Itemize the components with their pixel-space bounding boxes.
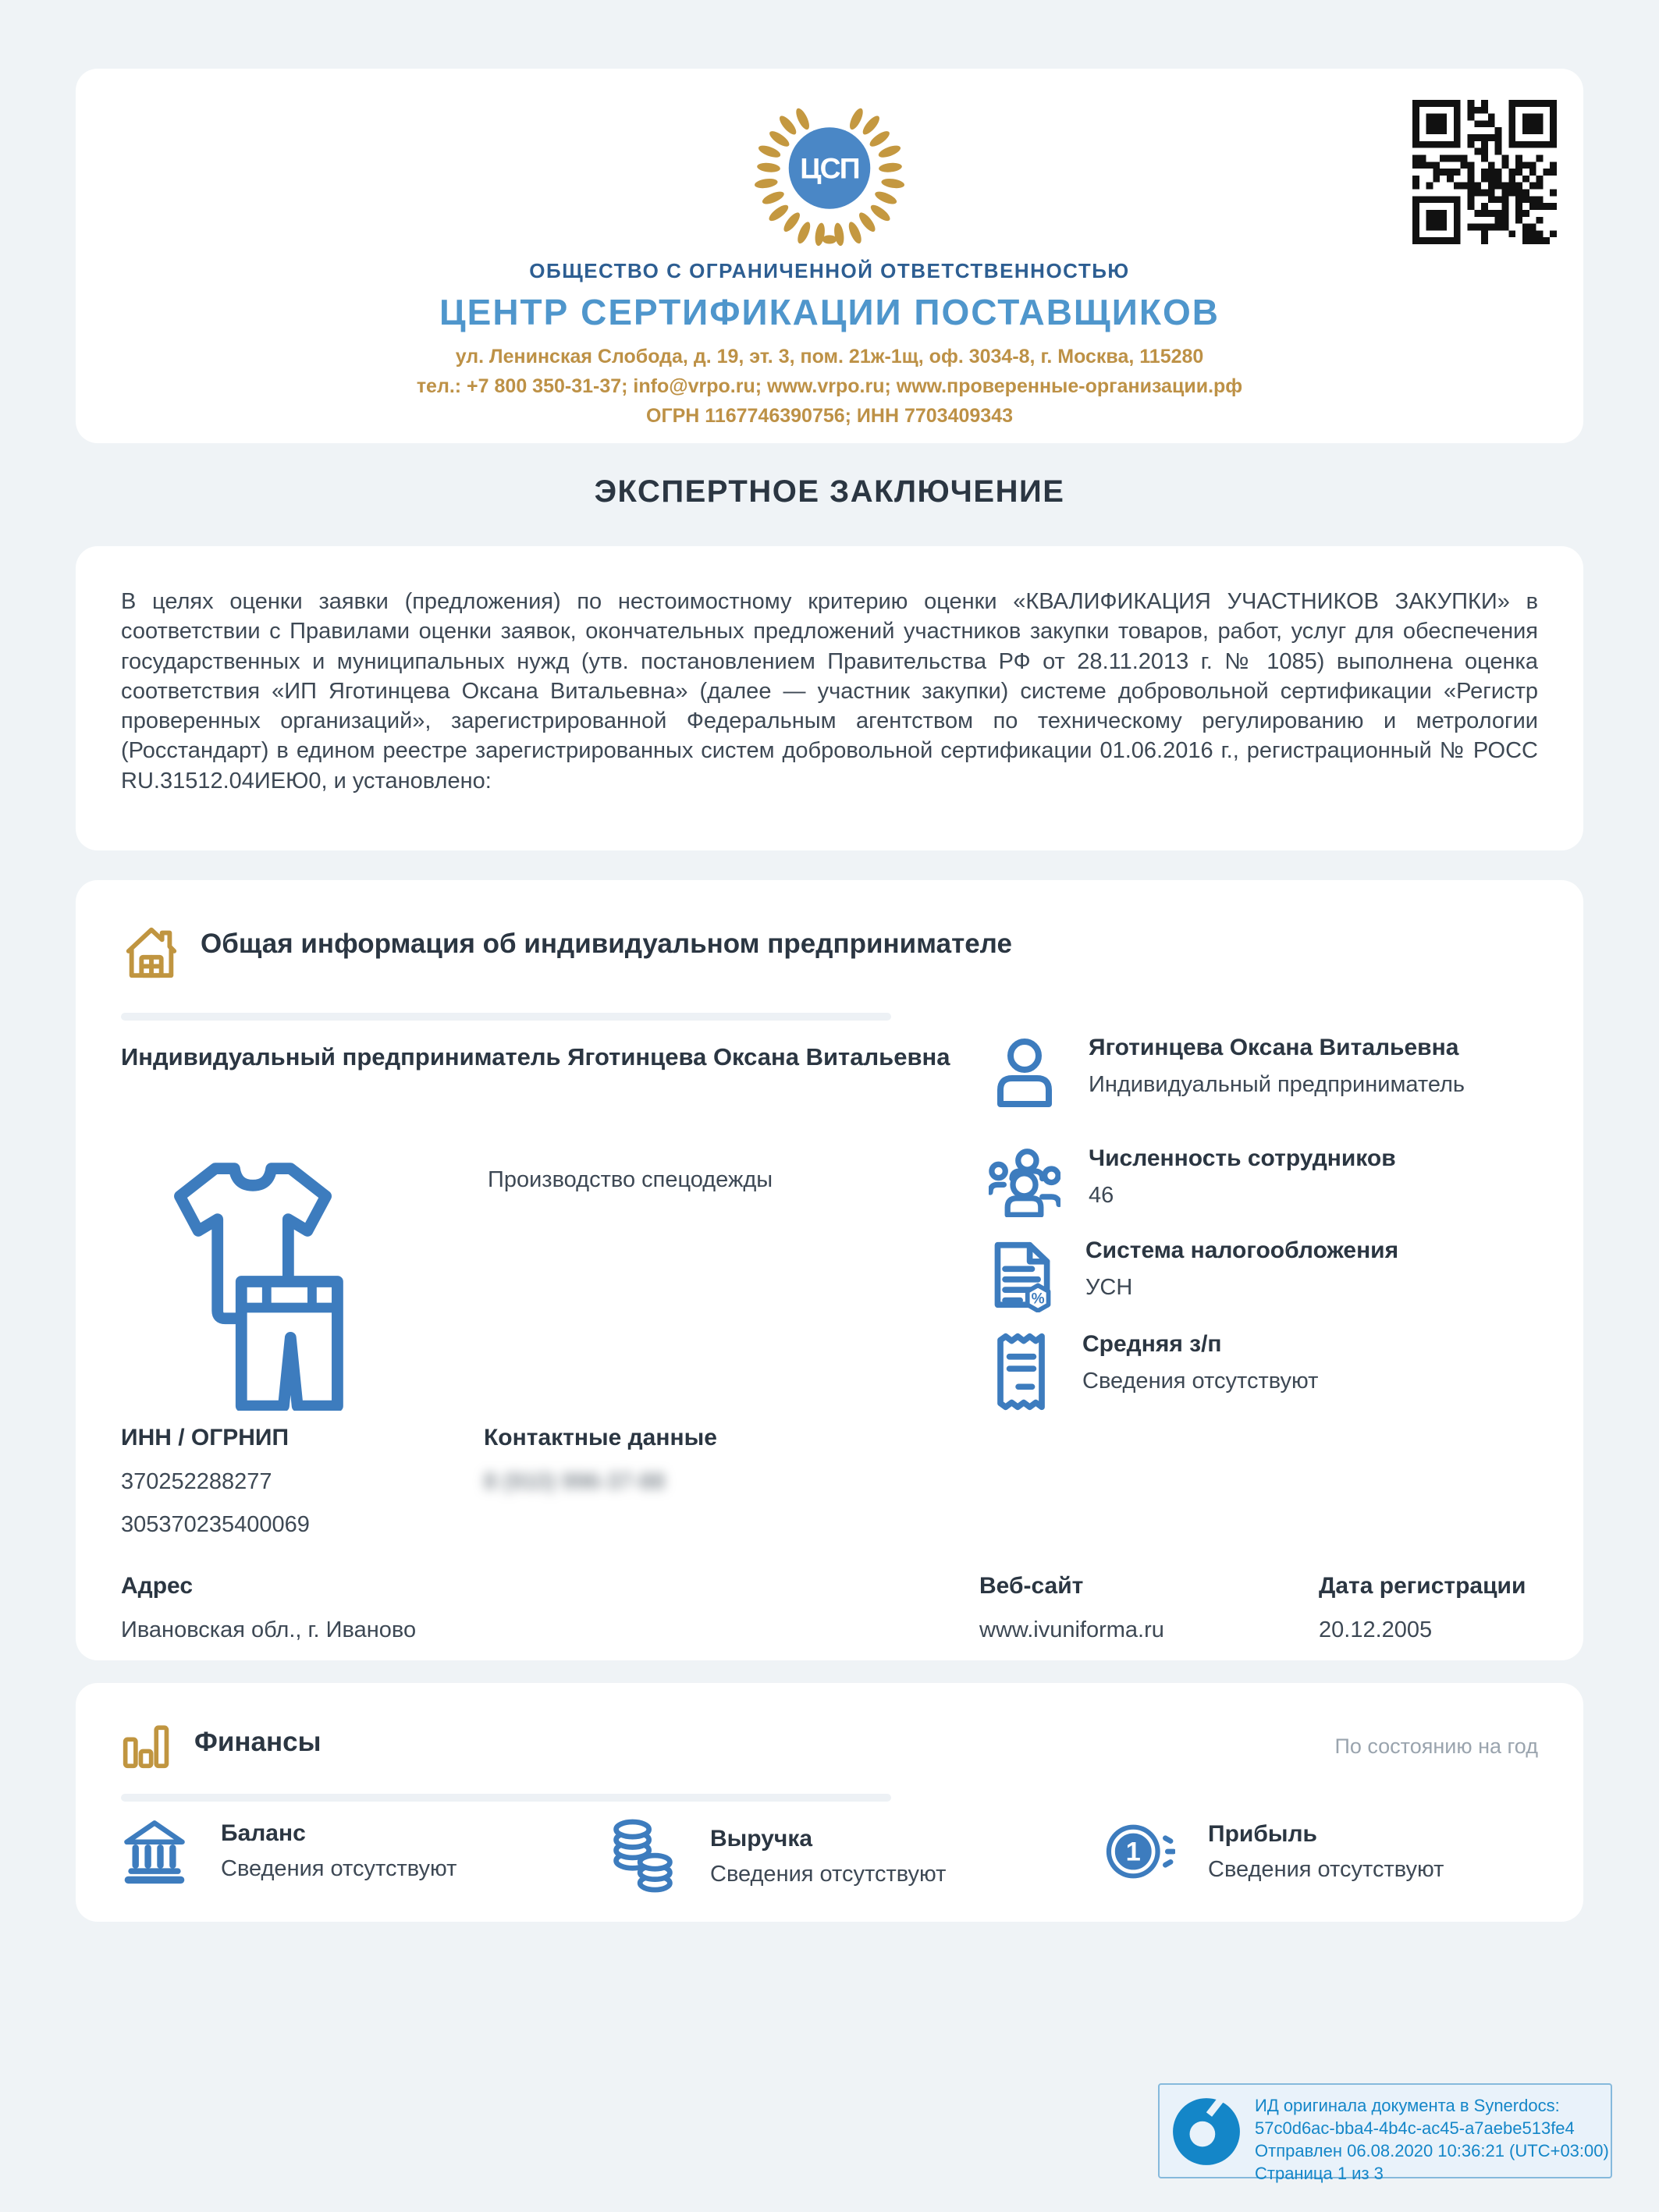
synerdocs-logo-icon (1171, 2096, 1242, 2168)
profile-row-tax (989, 1237, 1398, 1312)
svg-text:%: % (1031, 1291, 1045, 1308)
bar-chart-icon (121, 1717, 172, 1770)
qr-code (1412, 100, 1557, 244)
contacts-label: Контактные данные (484, 1425, 717, 1450)
stamp-text (1255, 2094, 1609, 2185)
logo-monogram: ЦСП (800, 151, 859, 185)
svg-text:1: 1 (1125, 1837, 1141, 1867)
stamp-line-sent: Отправлен 06.08.2020 10:36:21 (UTC+03:00) (1255, 2141, 1609, 2161)
address-value: Ивановская обл., г. Иваново (121, 1617, 417, 1642)
stamp-line-id-value: 57c0d6ac-bba4-4b4c-ac45-a7aebe513fe4 (1255, 2118, 1575, 2139)
inn-ogrnip-label: ИНН / ОГРНИП (121, 1425, 290, 1450)
org-name-line: ЦЕНТР СЕРТИФИКАЦИИ ПОСТАВЩИКОВ (439, 292, 1220, 332)
org-address-line: ул. Ленинская Слобода, д. 19, эт. 3, пом. 21ж-1щ, оф. 3034-8, г. Москва, 115280 (455, 346, 1204, 367)
finance-item-label: Прибыль (1208, 1820, 1317, 1847)
registration-date-label: Дата регистрации (1319, 1573, 1526, 1599)
tax-system-value: УСН (1085, 1275, 1133, 1300)
finance-item-value: Сведения отсутствуют (221, 1855, 457, 1881)
person-role: Индивидуальный предприниматель (1089, 1072, 1465, 1097)
finance-item-label: Выручка (710, 1825, 813, 1852)
general-info-card (76, 880, 1583, 1660)
registration-date-value: 20.12.2005 (1319, 1617, 1433, 1642)
person-name: Яготинцева Оксана Витальевна (1089, 1035, 1459, 1060)
website-value: www.ivuniforma.ru (979, 1617, 1164, 1642)
salary-value: Сведения отсутствуют (1082, 1369, 1319, 1394)
profile-row-salary (989, 1331, 1318, 1414)
inn-value: 370252288277 (121, 1469, 272, 1494)
ogrnip-value: 305370235400069 (121, 1512, 310, 1537)
profile-row-employees (989, 1145, 1396, 1217)
coins-icon (609, 1817, 677, 1895)
bank-icon (121, 1817, 188, 1884)
house-icon (121, 919, 182, 982)
person-icon (989, 1035, 1060, 1108)
page-title: ЭКСПЕРТНОЕ ЗАКЛЮЧЕНИЕ (594, 474, 1065, 509)
finance-item-revenue (609, 1817, 946, 1895)
finance-card (76, 1683, 1583, 1922)
laurel-wreath-icon (744, 97, 915, 250)
section-divider (121, 1013, 891, 1021)
finance-item-balance (121, 1817, 456, 1884)
org-type-line: ОБЩЕСТВО С ОГРАНИЧЕННОЙ ОТВЕТСТВЕННОСТЬЮ (529, 259, 1130, 282)
certification-center-logo (744, 97, 915, 250)
stamp-line-page: Страница 1 из 3 (1255, 2164, 1384, 2184)
salary-label: Средняя з/п (1082, 1331, 1222, 1357)
section-divider (121, 1794, 891, 1802)
website-label: Веб-сайт (979, 1573, 1084, 1599)
profit-coin-icon (1100, 1817, 1175, 1886)
contact-phone-redacted: 8 (910) 996-37-88 (484, 1469, 666, 1494)
finance-item-label: Баланс (221, 1820, 306, 1846)
employees-label: Численность сотрудников (1089, 1145, 1396, 1171)
intro-paragraph: В целях оценки заявки (предложения) по нестоимостному критерию оценки «КВАЛИФИКАЦИЯ УЧАСТНИКОВ ЗАКУПКИ» в соответствии с Правилами оценки заявок, окончательных предложений участников закупки товаров, работ, услуг для обеспечения государственных и муниципальных нужд (утв. постановлением Правительства РФ от 28.11.2013 г. № 1085) выполнена оценка соответствия «ИП Яготинцева Оксана Витальевна» (далее — участник закупки) системе добровольной сертификации «Регистр проверенных организаций», зарегистрированной Федеральным агентством по техническому регулированию и метрологии (Росстандарт) в едином реестре зарегистрированных систем добровольной сертификации 01.06.2016 г., регистрационный № РОСС RU.31512.04ИЕЮ0, и установлено: (121, 589, 1538, 794)
finance-item-value: Сведения отсутствуют (710, 1861, 947, 1887)
org-requisites-line: ОГРН 1167746390756; ИНН 7703409343 (646, 405, 1013, 427)
finance-period-note: По состоянию на год (1334, 1734, 1538, 1758)
intro-card (76, 546, 1583, 850)
org-contacts-line: тел.: +7 800 350-31-37; info@vrpo.ru; www.vrpo.ru; www.проверенные-организации.рф (416, 375, 1243, 397)
stamp-line-id-label: ИД оригинала документа в Synerdocs: (1255, 2096, 1560, 2115)
tax-system-label: Система налогообложения (1085, 1237, 1399, 1263)
finance-item-value: Сведения отсутствуют (1208, 1856, 1444, 1882)
letterhead-card (76, 69, 1583, 443)
tax-document-icon (989, 1237, 1057, 1312)
address-label: Адрес (121, 1573, 194, 1599)
synerdocs-stamp (1158, 2083, 1612, 2184)
profile-row-person (989, 1035, 1465, 1108)
workwear-clothing-icon (158, 1149, 353, 1411)
salary-receipt-icon (989, 1331, 1054, 1414)
section-title-general-info: Общая информация об индивидуальном предпринимателе (201, 928, 1012, 959)
activity-text: Производство спецодежды (488, 1167, 773, 1192)
section-title-finance: Финансы (194, 1727, 321, 1757)
finance-item-profit (1100, 1817, 1444, 1886)
entrepreneur-title: Индивидуальный предприниматель Яготинцева Оксана Витальевна (121, 1043, 950, 1070)
employees-group-icon (989, 1145, 1060, 1217)
employees-value: 46 (1089, 1183, 1114, 1208)
